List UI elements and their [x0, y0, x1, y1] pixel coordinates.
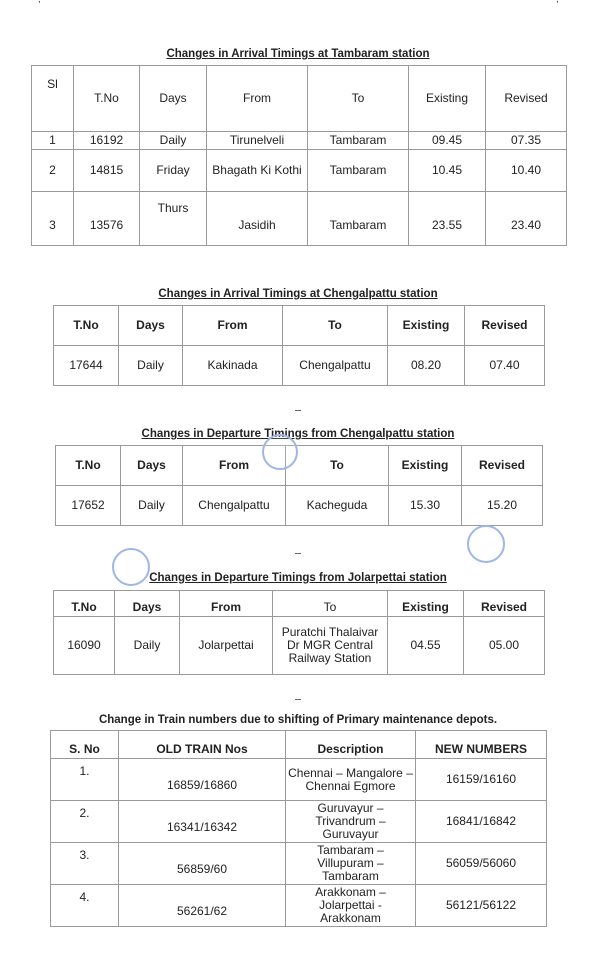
cell-revised: 05.00: [464, 617, 545, 675]
description-line-1: Chennai – Mangalore –: [288, 765, 413, 780]
col-header-tno: T.No: [74, 66, 140, 132]
section4-heading: Changes in Departure Timings from Jolarpettai station: [149, 572, 447, 584]
cell-to: Kacheguda: [286, 486, 389, 526]
table-row: [32, 132, 567, 150]
cell-train-no: 14815: [74, 150, 140, 192]
cell-sno: 3.: [51, 843, 119, 885]
cell-revised: 10.40: [486, 150, 567, 192]
to-line-2: Dr MGR Central: [286, 638, 373, 652]
cell-new-numbers: 16159/16160: [416, 759, 547, 801]
col-header-old-train-nos: OLD TRAIN Nos: [119, 731, 286, 759]
cell-description: [286, 885, 416, 927]
col-header-existing: Existing: [388, 591, 464, 617]
col-header-from: From: [183, 446, 286, 486]
col-header-to: To: [283, 306, 388, 346]
cell-old-train-nos: 16859/16860: [119, 759, 286, 801]
separator-dash: [295, 699, 301, 700]
separator-dash: [295, 410, 301, 411]
cell-description: [286, 843, 416, 885]
col-header-days: Days: [119, 306, 183, 346]
cell-from: Tirunelveli: [207, 132, 308, 150]
col-header-existing: Existing: [388, 306, 465, 346]
chengalpattu-departure-table: [55, 445, 543, 526]
table-row: [56, 486, 543, 526]
cell-train-no: 17652: [56, 486, 121, 526]
cell-existing: 04.55: [388, 617, 464, 675]
col-header-revised: Revised: [464, 591, 545, 617]
cell-days: Thurs: [140, 192, 207, 246]
touch-indicator-ring: [467, 525, 505, 563]
table-row: [54, 617, 545, 675]
cell-from: Jasidih: [207, 192, 308, 246]
col-header-tno: T.No: [54, 306, 119, 346]
section2-heading: Changes in Arrival Timings at Chengalpattu station: [158, 288, 438, 300]
cell-revised: 07.40: [465, 346, 545, 386]
cell-old-train-nos: 56261/62: [119, 885, 286, 927]
cell-description: [286, 759, 416, 801]
description-line-1: Guruvayur – Trivandrum –: [315, 801, 386, 828]
cell-description: [286, 801, 416, 843]
cell-sno: 1.: [51, 759, 119, 801]
col-header-from: From: [183, 306, 283, 346]
cell-existing: 23.55: [409, 192, 486, 246]
cell-new-numbers: 56121/56122: [416, 885, 547, 927]
col-header-description: Description: [286, 731, 416, 759]
cell-to: Tambaram: [308, 132, 409, 150]
col-header-days: Days: [140, 66, 207, 132]
col-header-new-numbers: NEW NUMBERS: [416, 731, 547, 759]
cell-from: Chengalpattu: [183, 486, 286, 526]
col-header-from: From: [207, 66, 308, 132]
cell-new-numbers: 56059/56060: [416, 843, 547, 885]
cell-existing: 10.45: [409, 150, 486, 192]
section3-heading: Changes in Departure Timings from Chengalpattu station: [141, 428, 455, 440]
cell-from: Kakinada: [183, 346, 283, 386]
cell-days: Daily: [121, 486, 183, 526]
col-header-tno: T.No: [54, 591, 115, 617]
col-header-sl: Sl: [32, 66, 74, 132]
cell-days: Daily: [140, 132, 207, 150]
table-row: [54, 346, 545, 386]
cell-sno: 2.: [51, 801, 119, 843]
top-cutoff-mark-right: [556, 0, 559, 5]
separator-dash: [295, 553, 301, 554]
section1-heading: Changes in Arrival Timings at Tambaram station: [166, 48, 430, 60]
col-header-revised: Revised: [486, 66, 567, 132]
cell-train-no: 16192: [74, 132, 140, 150]
col-header-revised: Revised: [465, 306, 545, 346]
description-line-2: Arakkonam: [320, 911, 381, 925]
description-line-1: Arakkonam – Jolarpettai -: [315, 885, 386, 912]
col-header-days: Days: [115, 591, 180, 617]
to-line-3: Railway Station: [288, 651, 372, 665]
description-line-2: Tambaram: [322, 869, 379, 883]
table-row: [51, 801, 547, 843]
col-header-existing: Existing: [389, 446, 462, 486]
top-cutoff-mark-left: [38, 0, 41, 5]
cell-sl: 1: [32, 132, 74, 150]
cell-days: Daily: [119, 346, 183, 386]
col-header-existing: Existing: [409, 66, 486, 132]
train-number-change-table: [50, 730, 547, 927]
col-header-tno: T.No: [56, 446, 121, 486]
cell-revised: 15.20: [462, 486, 543, 526]
col-header-sno: S. No: [51, 731, 119, 759]
cell-days: Daily: [115, 617, 180, 675]
cell-existing: 15.30: [389, 486, 462, 526]
description-line-2: Chennai Egmore: [305, 778, 396, 793]
cell-old-train-nos: 16341/16342: [119, 801, 286, 843]
col-header-days: Days: [121, 446, 183, 486]
col-header-revised: Revised: [462, 446, 543, 486]
description-line-2: Guruvayur: [322, 827, 379, 841]
table-row: [32, 192, 567, 246]
cell-existing: 08.20: [388, 346, 465, 386]
jolarpettai-departure-table: [53, 590, 545, 675]
cell-train-no: 17644: [54, 346, 119, 386]
cell-from: Jolarpettai: [180, 617, 273, 675]
cell-train-no: 16090: [54, 617, 115, 675]
cell-to: [273, 617, 388, 675]
col-header-to: To: [308, 66, 409, 132]
cell-days: Friday: [140, 150, 207, 192]
to-line-1: Puratchi Thalaivar: [281, 625, 379, 639]
table-row: [32, 150, 567, 192]
cell-sl: 3: [32, 192, 74, 246]
cell-existing: 09.45: [409, 132, 486, 150]
cell-sl: 2: [32, 150, 74, 192]
table-row: [51, 885, 547, 927]
description-line-1: Tambaram – Villupuram –: [317, 843, 384, 870]
cell-revised: 23.40: [486, 192, 567, 246]
col-header-from: From: [180, 591, 273, 617]
col-header-to: To: [273, 591, 388, 617]
cell-revised: 07.35: [486, 132, 567, 150]
table-row: [51, 759, 547, 801]
col-header-to: To: [286, 446, 389, 486]
cell-to: Tambaram: [308, 192, 409, 246]
section5-heading: Change in Train numbers due to shifting of Primary maintenance depots.: [98, 714, 498, 726]
table-row: [51, 843, 547, 885]
cell-from: Bhagath Ki Kothi: [207, 150, 308, 192]
cell-sno: 4.: [51, 885, 119, 927]
chengalpattu-arrival-table: [53, 305, 545, 386]
cell-train-no: 13576: [74, 192, 140, 246]
tambaram-arrival-table: [31, 65, 567, 246]
cell-to: Chengalpattu: [283, 346, 388, 386]
cell-to: Tambaram: [308, 150, 409, 192]
cell-old-train-nos: 56859/60: [119, 843, 286, 885]
cell-new-numbers: 16841/16842: [416, 801, 547, 843]
